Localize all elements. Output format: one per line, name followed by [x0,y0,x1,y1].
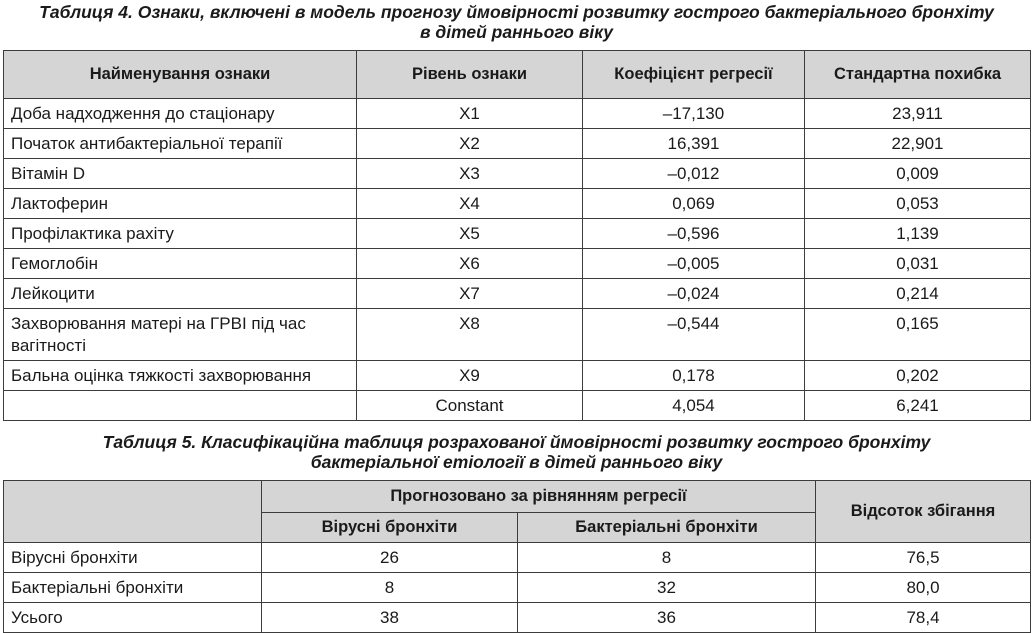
table4-header-row [4,51,1031,99]
standard-error: 0,202 [805,361,1031,391]
feature-level: X6 [357,249,583,279]
feature-name: Початок антибактеріальної терапії [4,129,357,159]
match-percent: 80,0 [816,573,1031,603]
feature-level: X4 [357,189,583,219]
table-row [4,603,1031,633]
feature-level: Constant [357,391,583,421]
regression-coefficient: –0,005 [583,249,805,279]
table-row [4,189,1031,219]
table4-header-name: Найменування ознаки [4,51,357,99]
regression-coefficient: –0,012 [583,159,805,189]
feature-name: Лейкоцити [4,279,357,309]
table-row [4,219,1031,249]
regression-coefficient: 0,069 [583,189,805,219]
bacterial-count: 36 [518,603,816,633]
table4-header-se: Стандартна похибка [805,51,1031,99]
table4-caption [0,2,1033,42]
table-row [4,309,1031,361]
regression-coefficient: 0,178 [583,361,805,391]
table-row [4,159,1031,189]
regression-coefficient: –0,596 [583,219,805,249]
class-name: Усього [4,603,262,633]
table4-header-coef: Коефіцієнт регресії [583,51,805,99]
table5-subheader-viral: Вірусні бронхіти [262,513,518,543]
table5-caption-line2: бактеріальної етіології в дітей раннього віку [310,452,723,472]
regression-coefficient: –0,024 [583,279,805,309]
table-row [4,129,1031,159]
regression-coefficient: 4,054 [583,391,805,421]
table-row [4,99,1031,129]
standard-error: 0,165 [805,309,1031,361]
feature-level: X5 [357,219,583,249]
table4-header-level: Рівень ознаки [357,51,583,99]
table-row [4,391,1031,421]
feature-name: Гемоглобін [4,249,357,279]
feature-name: Вітамін D [4,159,357,189]
viral-count: 8 [262,573,518,603]
viral-count: 38 [262,603,518,633]
feature-level: X3 [357,159,583,189]
table5-header-row [4,481,1031,513]
class-name: Бактеріальні бронхіти [4,573,262,603]
feature-name: Бальна оцінка тяжкості захворювання [4,361,357,391]
table5-header-percent: Відсоток збігання [816,481,1031,543]
table5 [3,480,1031,633]
feature-name: Захворювання матері на ГРВІ під час вагітності [4,309,357,361]
feature-name: Доба надходження до стаціонару [4,99,357,129]
feature-name: Профілактика рахіту [4,219,357,249]
standard-error: 0,214 [805,279,1031,309]
table-row [4,249,1031,279]
table4 [3,50,1031,421]
feature-level: X7 [357,279,583,309]
table-row [4,279,1031,309]
table-row [4,361,1031,391]
regression-coefficient: –0,544 [583,309,805,361]
table-row [4,573,1031,603]
feature-level: X2 [357,129,583,159]
table5-caption-line1: Таблиця 5. Класифікаційна таблиця розрахованої ймовірності розвитку гострого бронхіту [102,432,931,452]
standard-error: 0,053 [805,189,1031,219]
regression-coefficient: –17,130 [583,99,805,129]
feature-level: X8 [357,309,583,361]
standard-error: 6,241 [805,391,1031,421]
table5-subheader-bacterial: Бактеріальні бронхіти [518,513,816,543]
bacterial-count: 32 [518,573,816,603]
viral-count: 26 [262,543,518,573]
class-name: Вірусні бронхіти [4,543,262,573]
table-row [4,543,1031,573]
match-percent: 76,5 [816,543,1031,573]
regression-coefficient: 16,391 [583,129,805,159]
standard-error: 22,901 [805,129,1031,159]
feature-level: X1 [357,99,583,129]
table5-group-header: Прогнозовано за рівнянням регресії [262,481,816,513]
match-percent: 78,4 [816,603,1031,633]
table5-caption [0,432,1033,472]
standard-error: 23,911 [805,99,1031,129]
table4-caption-line1: Таблиця 4. Ознаки, включені в модель прогнозу ймовірності розвитку гострого бактеріального бронхіту [39,2,994,22]
table5-header-empty [4,481,262,543]
feature-name [4,391,357,421]
standard-error: 0,031 [805,249,1031,279]
feature-level: X9 [357,361,583,391]
standard-error: 1,139 [805,219,1031,249]
feature-name: Лактоферин [4,189,357,219]
bacterial-count: 8 [518,543,816,573]
table4-caption-line2: в дітей раннього віку [419,22,614,42]
standard-error: 0,009 [805,159,1031,189]
